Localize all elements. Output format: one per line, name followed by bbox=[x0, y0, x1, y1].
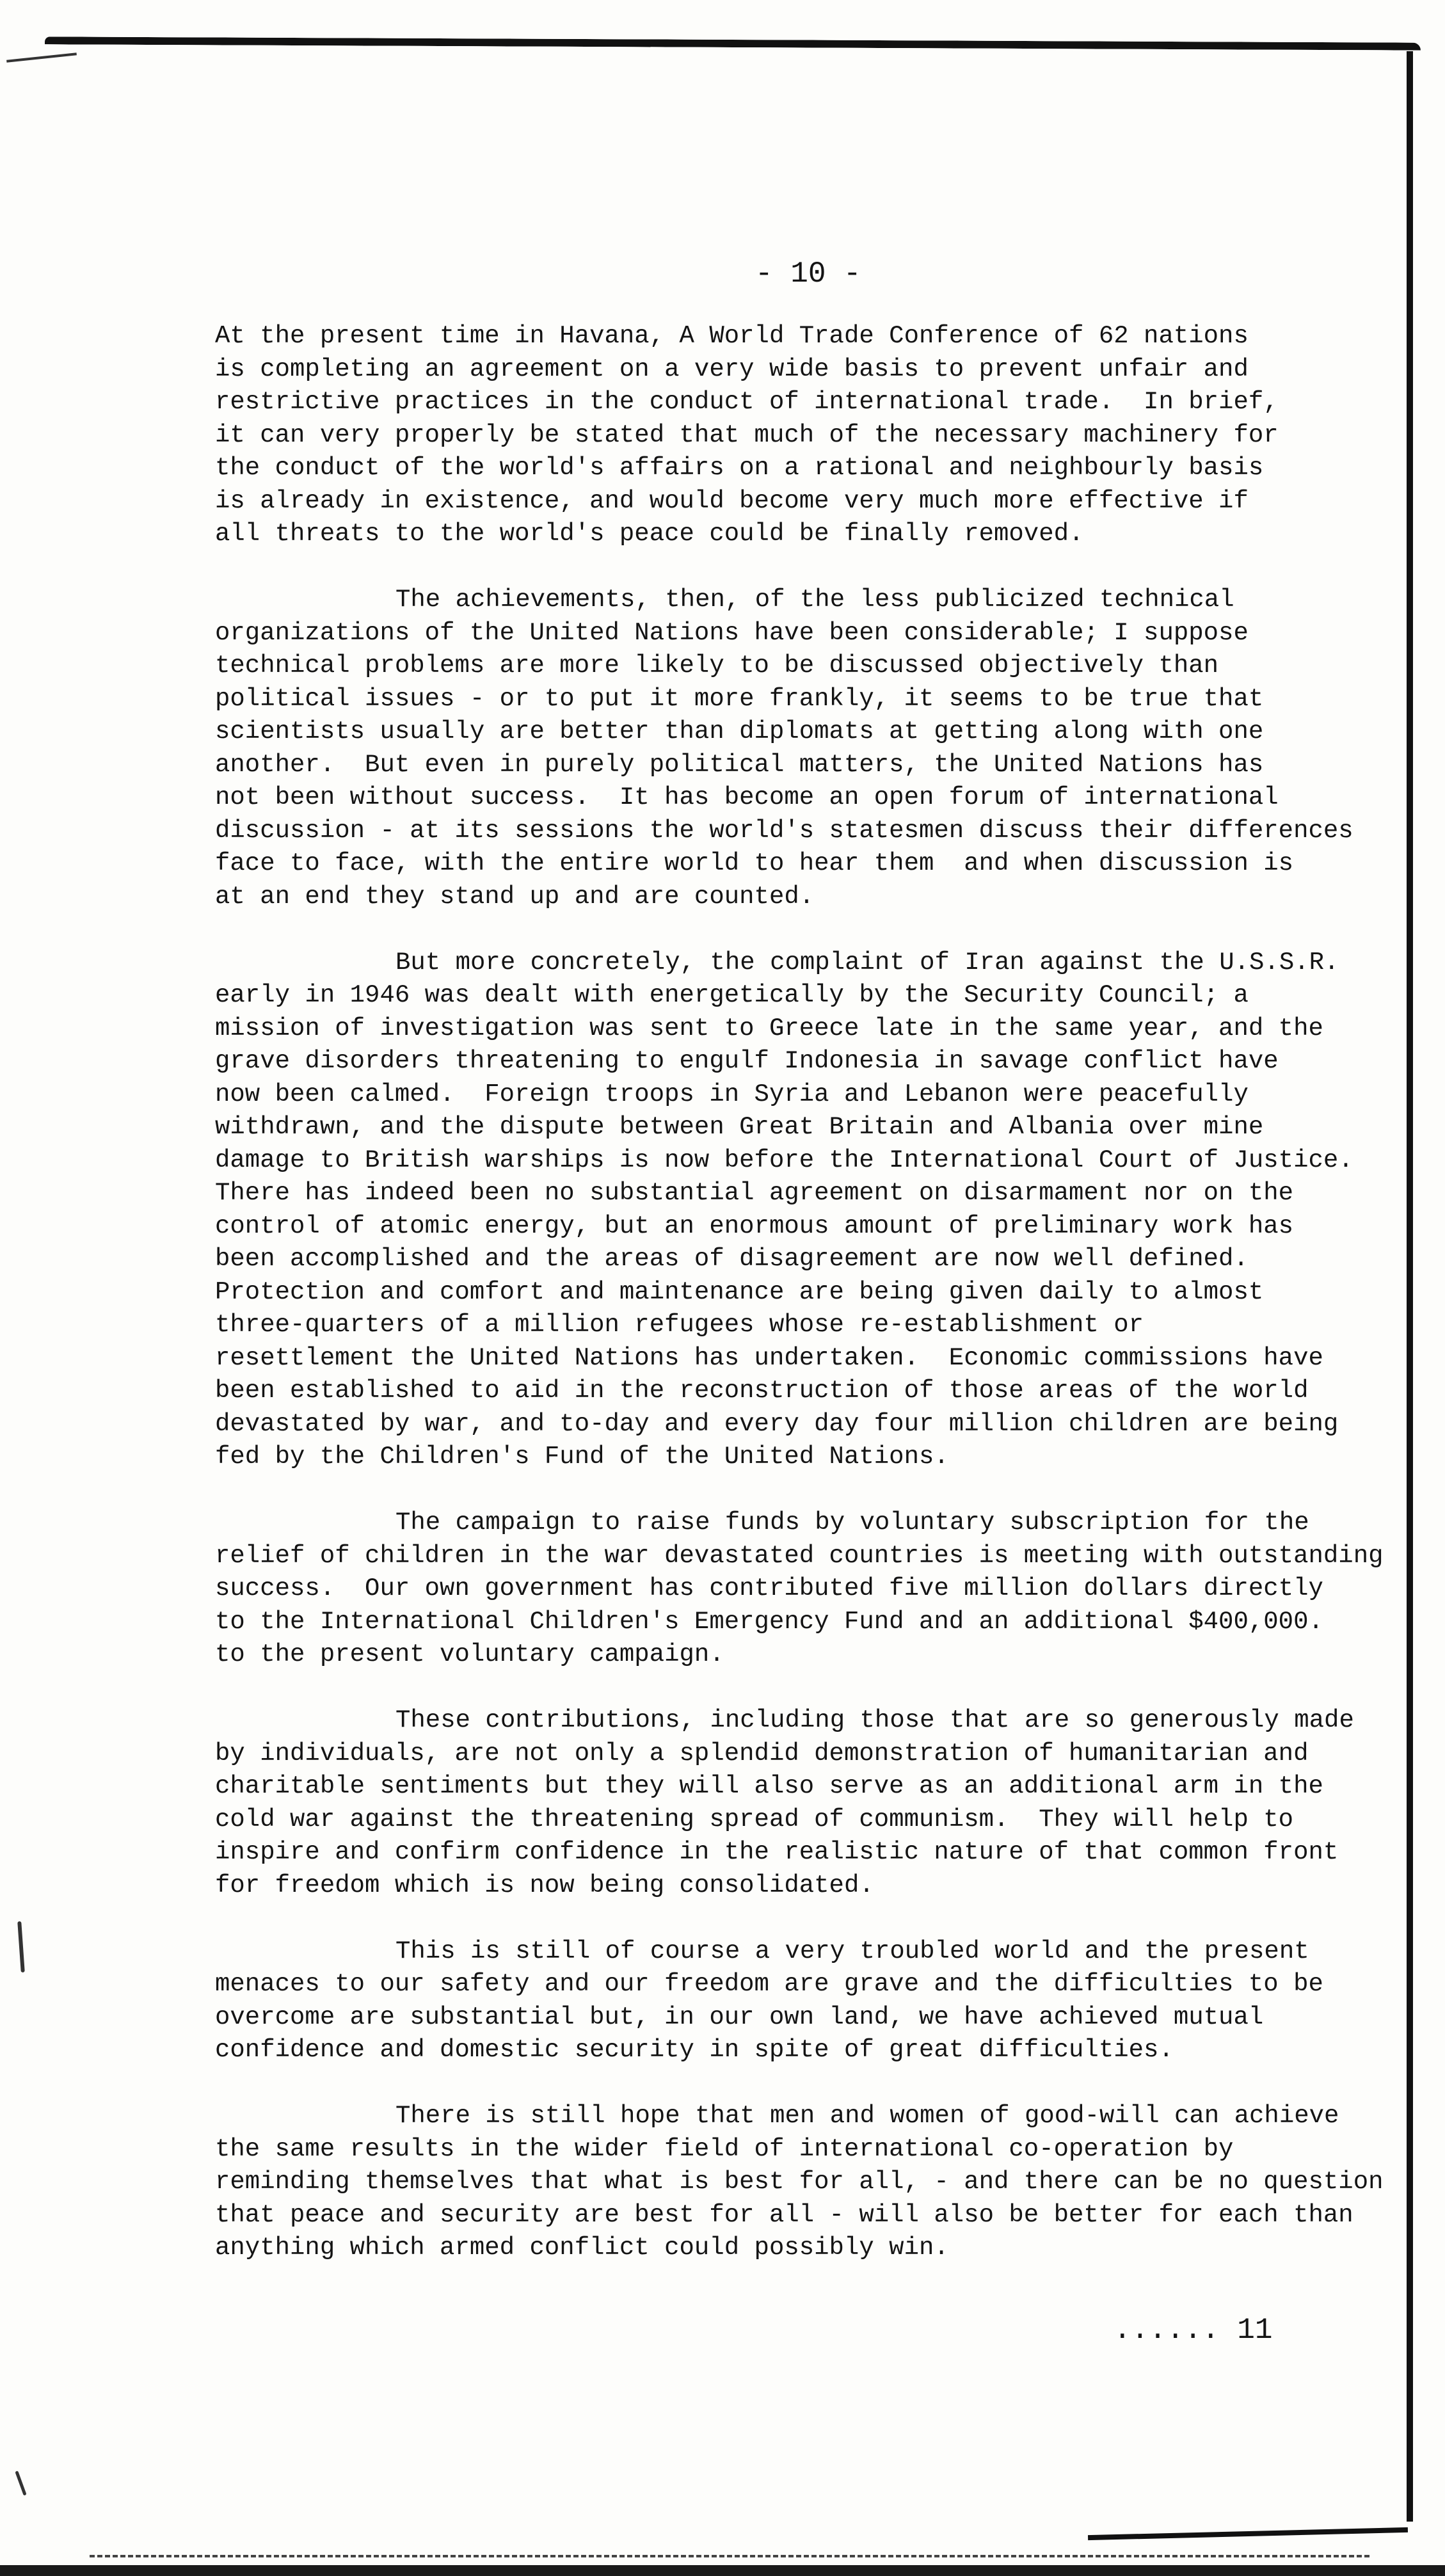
paragraph-troubled-world: This is still of course a very troubled world and the present menaces to our safety and our freedom are grave and the difficulties to be overcome are substantial but, in our own land, we have achieved mutual confidence and domestic security in spite of great difficulties. bbox=[215, 1937, 1323, 2064]
page-border-bottom-dashed bbox=[90, 2555, 1369, 2557]
paragraph-world-trade-conference: At the present time in Havana, A World Trade Conference of 62 nations is completing an agreement on a very wide basis to prevent unfair and restrictive practices in the conduct of international trade. In brief, it can very properly be stated that much of the necessary machinery for the conduct of the world's affairs on a rational and neighbourly basis is already in existence, and would become very much more effective if all threats to the world's peace could be finally removed. bbox=[215, 322, 1279, 548]
paragraph-children-fund-campaign: The campaign to raise funds by voluntary subscription for the relief of children in the war devastated countries is meeting with outstanding success. Our own government has contributed five million dollars directly to the International Children's Emergency Fund and an additional $400,000. to the present voluntary campaign. bbox=[215, 1508, 1384, 1668]
page-number: - 10 - bbox=[755, 257, 861, 291]
paragraph-technical-organizations: The achievements, then, of the less publicized technical organizations of the United Nations have been considerable; I suppose technical problems are more likely to be discussed objectively than political issues - or to put it more frankly, it seems to be true that scientists usually are better than diplomats at getting along with one another. But even in purely political matters, the United Nations has not been without success. It has become an open forum of international discussion - at its sessions the world's statesmen discuss their differences face to face, with the entire world to hear them and when discussion is at an end they stand up and are counted. bbox=[215, 586, 1353, 911]
paragraph-security-council-actions: But more concretely, the complaint of Iran against the U.S.S.R. early in 1946 was dealt with energetically by the Security Council; a mission of investigation was sent to Greece late in the same year, and the grave disorders threatening to engulf Indonesia in savage conflict have now been calmed. Foreign troops in Syria and Lebanon were peacefully withdrawn, and the dispute between Great Britain and Albania over mine damage to British warships is now before the International Court of Justice. There has indeed been no substantial agreement on disarmament nor on the control of atomic energy, but an enormous amount of preliminary work has been accomplished and the areas of disagreement are now well defined. Protection and comfort and maintenance are being given daily to almost three-quarters of a million refugees whose re-establishment or resettlement the United Nations has undertaken. Economic commissions have been established to aid in the reconstruction of those areas of the world devastated by war, and to-day and every day four million children are being fed by the Children's Fund of the United Nations. bbox=[215, 948, 1353, 1471]
document-body bbox=[215, 320, 1412, 2298]
paragraph-hope: There is still hope that men and women of good-will can achieve the same results in the wider field of international co-operation by reminding themselves that what is best for all, - and there can be no question that peace and security are best for all - will also be better for each than anything which armed conflict could possibly win. bbox=[215, 2102, 1384, 2262]
continuation-marker: ...... 11 bbox=[1114, 2314, 1273, 2347]
paragraph-contributions: These contributions, including those that are so generously made by individuals, are not only a splendid demonstration of humanitarian and charitable sentiments but they will also serve as an additional arm in the cold war against the threatening spread of communism. They will help to inspire and confirm confidence in the realistic nature of that common front for freedom which is now being consolidated. bbox=[215, 1706, 1354, 1900]
scan-edge-strip bbox=[0, 2565, 1445, 2576]
